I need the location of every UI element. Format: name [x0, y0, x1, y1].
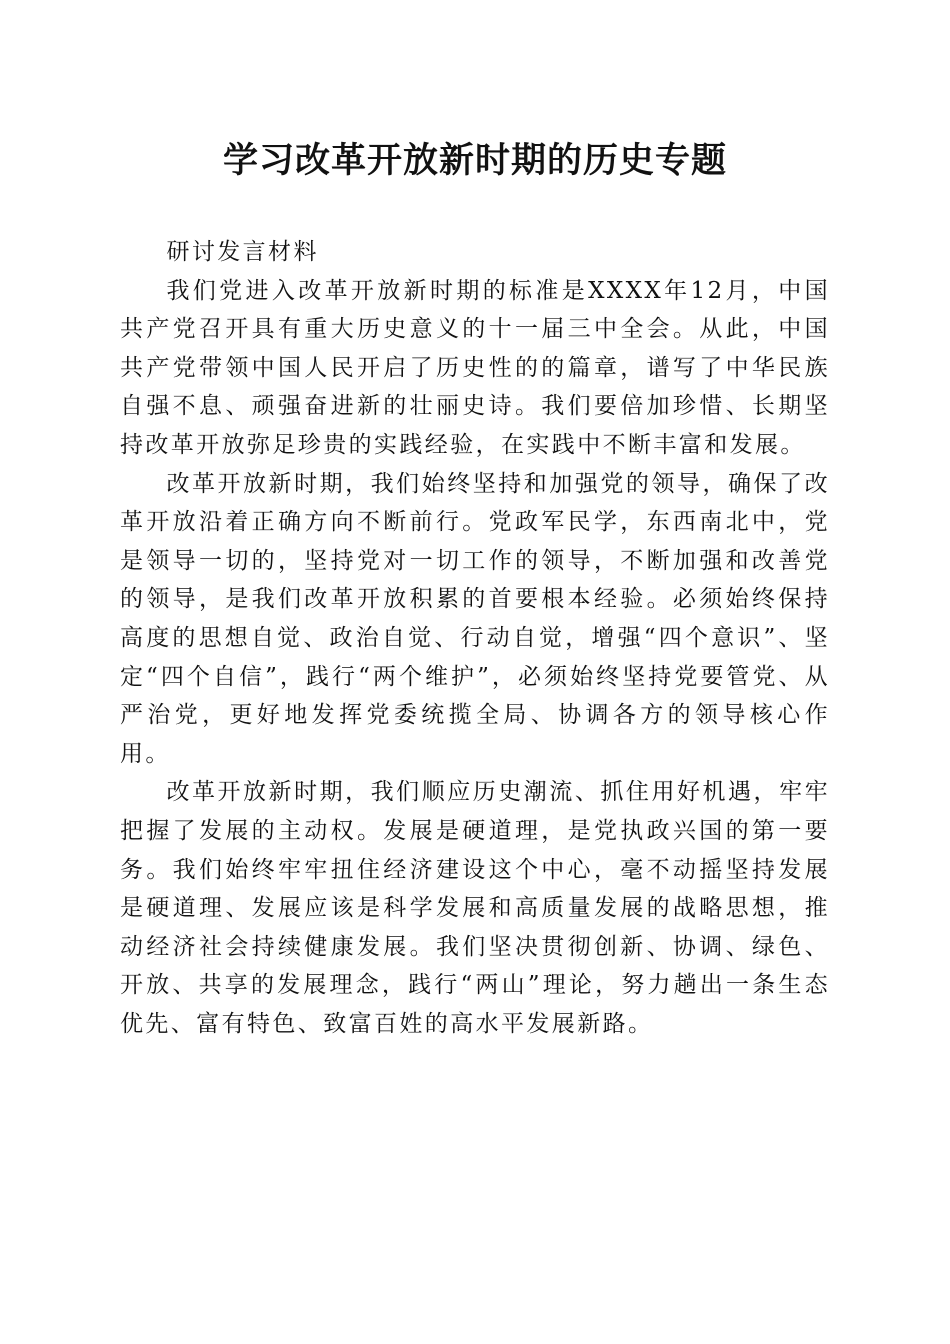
subtitle-paragraph: 研讨发言材料 [166, 239, 319, 265]
body-paragraph-1: 我们党进入改革开放新时期的标准是XXXX年12月，中国共产党召开具有重大历史意义的十一届三中全会。从此，中国共产党带领中国人民开启了历史性的的篇章，谱写了中华民族自强不息、顽强奋进新的壮丽史诗。我们要倍加珍惜、长期坚持改革开放弥足珍贵的实践经验，在实践中不断丰富和发展。 [120, 277, 830, 458]
document-body [120, 233, 830, 1043]
document-title: 学习改革开放新时期的历史专题 [222, 140, 727, 181]
body-paragraph-3: 改革开放新时期，我们顺应历史潮流、抓住用好机遇，牢牢把握了发展的主动权。发展是硬道理，是党执政兴国的第一要务。我们始终牢牢扭住经济建设这个中心，毫不动摇坚持发展是硬道理、发展应该是科学发展和高质量发展的战略思想，推动经济社会持续健康发展。我们坚决贯彻创新、协调、绿色、开放、共享的发展理念，践行“两山”理论，努力趟出一条生态优先、富有特色、致富百姓的高水平发展新路。 [120, 779, 830, 1037]
body-paragraph-2: 改革开放新时期，我们始终坚持和加强党的领导，确保了改革开放沿着正确方向不断前行。党政军民学，东西南北中，党是领导一切的，坚持党对一切工作的领导，不断加强和改善党的领导，是我们改革开放积累的首要根本经验。必须始终保持高度的思想自觉、政治自觉、行动自觉，增强“四个意识”、坚定“四个自信”，践行“两个维护”，必须始终坚持党要管党、从严治党，更好地发挥党委统揽全局、协调各方的领导核心作用。 [120, 470, 830, 767]
